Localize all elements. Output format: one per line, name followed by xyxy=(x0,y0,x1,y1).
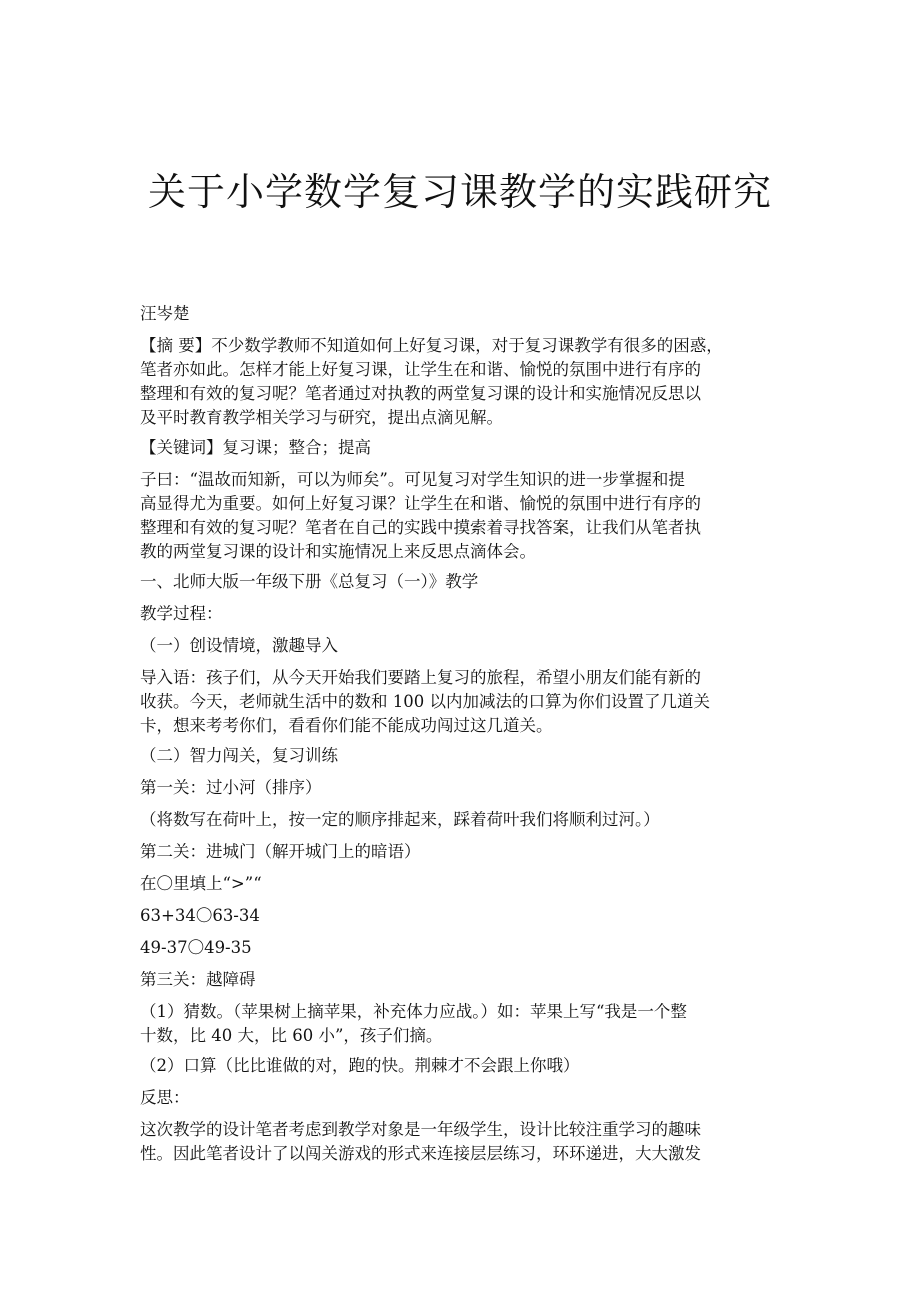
keywords-paragraph: 【关键词】复习课；整合；提高 xyxy=(140,438,371,457)
abstract-paragraph: 【摘 要】不少数学教师不知道如何上好复习课，对于复习课教学有很多的困惑， 笔者亦如此。怎样才能上好复习课，让学生在和谐、愉悦的氛围中进行有序的 整理和有效的复习呢？笔者通过对执教的两堂复习课的设计和实施情况反思以 及平时教育教学相关学习与研究，提出点滴见解。 xyxy=(140,336,723,427)
reflection-label: 反思： xyxy=(140,1088,190,1107)
body-paragraph: （2）口算（比比谁做的对，跑的快。荆棘才不会跟上你哦） xyxy=(140,1056,580,1075)
body-paragraph: （将数写在荷叶上，按一定的顺序排起来，踩着荷叶我们将顺利过河。） xyxy=(140,810,660,829)
document-body xyxy=(140,302,785,1172)
exercise-item: 63+34〇63-34 xyxy=(140,906,260,925)
step-heading: （一）创设情境，激趣导入 xyxy=(140,636,338,655)
body-paragraph: （1）猜数。（苹果树上摘苹果，补充体力应战。）如：苹果上写“我是一个整 十数，比 40 大，比 60 小”，孩子们摘。 xyxy=(140,1002,687,1045)
level-heading: 第二关：进城门（解开城门上的暗语） xyxy=(140,842,421,861)
body-paragraph: 导入语：孩子们，从今天开始我们要踏上复习的旅程，希望小朋友们能有新的 收获。今天，老师就生活中的数和 100 以内加减法的口算为你们设置了几道关 卡，想来考考你们，看看你们能不能成功闯过这几道关。 xyxy=(140,668,710,735)
reflection-paragraph: 这次教学的设计笔者考虑到教学对象是一年级学生，设计比较注重学习的趣味 性。因此笔者设计了以闯关游戏的形式来连接层层练习，环环递进，大大激发 xyxy=(140,1120,701,1163)
intro-paragraph: 子曰：“温故而知新，可以为师矣”。可见复习对学生知识的进一步掌握和提 高显得尤为重要。如何上好复习课？让学生在和谐、愉悦的氛围中进行有序的 整理和有效的复习呢？笔者在自己的实践中摸索着寻找答案，让我们从笔者执 教的两堂复习课的设计和实施情况上来反思点滴体会。 xyxy=(140,470,701,561)
level-heading: 第一关：过小河（排序） xyxy=(140,778,322,797)
section-heading: 一、北师大版一年级下册《总复习（一）》教学 xyxy=(140,572,479,591)
author-name: 汪岑楚 xyxy=(140,304,190,323)
exercise-item: 49-37〇49-35 xyxy=(140,938,252,957)
level-heading: 第三关：越障碍 xyxy=(140,970,256,989)
document-title: 关于小学数学复习课教学的实践研究 xyxy=(147,170,772,214)
subsection-label: 教学过程： xyxy=(140,604,223,623)
exercise-instruction: 在〇里填上“>”“ xyxy=(140,874,262,893)
step-heading: （二）智力闯关，复习训练 xyxy=(140,746,338,765)
